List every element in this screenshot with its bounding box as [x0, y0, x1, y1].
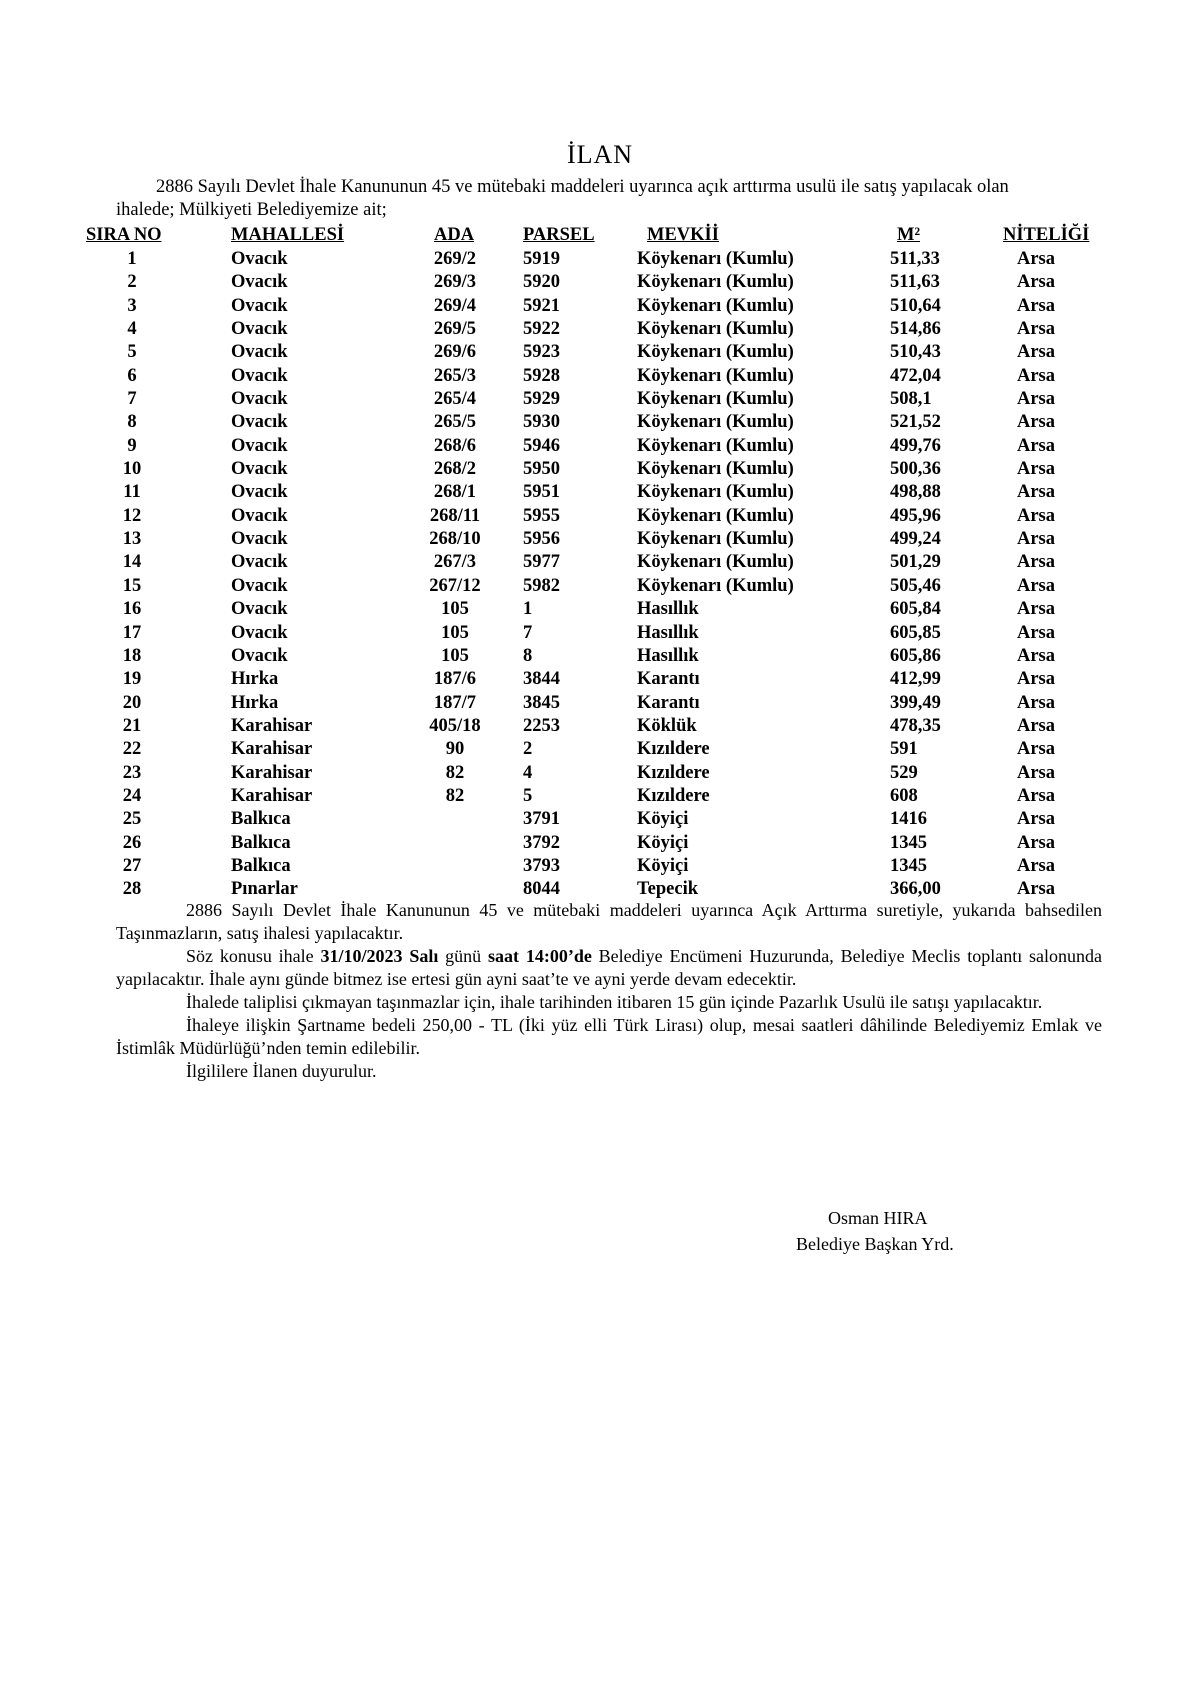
cell-m2: 511,63 — [890, 272, 940, 293]
cell-sira-no: 1 — [127, 249, 137, 269]
cell-sira-no: 6 — [127, 365, 137, 386]
header-ada: ADA — [434, 225, 475, 245]
cell-niteligi: Arsa — [1016, 692, 1056, 713]
intro-paragraph — [116, 176, 1102, 222]
cell-mevkii: Köykenarı (Kumlu) — [637, 482, 794, 503]
cell-m2: 499,24 — [890, 529, 941, 550]
cell-niteligi: Arsa — [1016, 645, 1056, 666]
cell-sira-no: 21 — [122, 715, 142, 736]
cell-sira-no: 16 — [122, 599, 142, 620]
cell-mahallesi: Karahisar — [231, 785, 313, 806]
cell-sira-no: 15 — [122, 575, 142, 596]
cell-ada: 269/2 — [433, 249, 477, 269]
cell-m2: 1345 — [890, 855, 927, 876]
cell-parsel: 5922 — [523, 319, 560, 340]
cell-niteligi: Arsa — [1016, 599, 1056, 620]
cell-ada: 82 — [445, 785, 465, 806]
table-row — [0, 762, 1200, 785]
cell-ada: 187/7 — [433, 692, 477, 713]
cell-niteligi: Arsa — [1016, 552, 1056, 573]
header-sira-no: SIRA NO — [86, 225, 162, 245]
cell-mahallesi: Ovacık — [231, 622, 288, 643]
cell-niteligi: Arsa — [1016, 785, 1056, 806]
tender-date: 31/10/2023 Salı — [320, 946, 439, 966]
cell-parsel: 5977 — [523, 552, 560, 573]
cell-parsel: 1 — [523, 599, 533, 620]
parcel-table — [0, 224, 1200, 902]
cell-mahallesi: Ovacık — [231, 435, 288, 456]
cell-mevkii: Köykenarı (Kumlu) — [637, 529, 794, 550]
cell-m2: 508,1 — [890, 389, 932, 410]
cell-sira-no: 22 — [122, 739, 142, 760]
table-row — [0, 528, 1200, 551]
cell-parsel: 5920 — [523, 272, 560, 293]
cell-parsel: 3793 — [523, 855, 560, 876]
cell-ada: 268/6 — [433, 435, 477, 456]
cell-mevkii: Köykenarı (Kumlu) — [637, 319, 794, 340]
intro-line-1: 2886 Sayılı Devlet İhale Kanununun 45 ve mütebaki maddeleri uyarınca açık arttırma usulü ile satış yapılacak olan — [156, 177, 1009, 197]
cell-sira-no: 26 — [122, 832, 142, 853]
cell-parsel: 4 — [523, 762, 533, 783]
cell-parsel: 3844 — [523, 669, 560, 690]
table-row — [0, 341, 1200, 364]
cell-sira-no: 13 — [122, 529, 142, 550]
document-title: İLAN — [566, 140, 634, 169]
cell-parsel: 5956 — [523, 529, 560, 550]
cell-ada: 105 — [441, 622, 469, 643]
cell-mevkii: Kızıldere — [637, 785, 710, 806]
cell-mevkii: Köykenarı (Kumlu) — [637, 342, 794, 363]
cell-m2: 510,43 — [890, 342, 941, 363]
cell-sira-no: 11 — [123, 482, 141, 503]
table-row — [0, 295, 1200, 318]
header-niteligi: NİTELİĞİ — [1003, 225, 1090, 245]
tender-date-prefix: Söz konusu ihale — [186, 946, 321, 966]
cell-m2: 478,35 — [890, 715, 941, 736]
cell-parsel: 8 — [523, 645, 533, 666]
cell-sira-no: 27 — [122, 855, 142, 876]
cell-sira-no: 14 — [122, 552, 142, 573]
table-row — [0, 668, 1200, 691]
cell-niteligi: Arsa — [1016, 435, 1056, 456]
cell-sira-no: 4 — [127, 319, 137, 340]
table-header-row — [0, 224, 1200, 248]
table-row — [0, 785, 1200, 808]
signatory-title: Belediye Başkan Yrd. — [796, 1234, 954, 1254]
cell-mevkii: Köykenarı (Kumlu) — [637, 412, 794, 433]
cell-ada: 268/2 — [433, 459, 477, 480]
cell-m2: 514,86 — [890, 319, 941, 340]
cell-mahallesi: Ovacık — [231, 249, 288, 269]
cell-niteligi: Arsa — [1016, 459, 1056, 480]
header-mevkii: MEVKİİ — [647, 225, 719, 245]
cell-ada: 265/5 — [433, 412, 477, 433]
tender-date-mid: günü — [438, 946, 489, 966]
cell-parsel: 5946 — [523, 435, 560, 456]
cell-niteligi: Arsa — [1016, 505, 1056, 526]
cell-ada: 82 — [445, 762, 465, 783]
cell-niteligi: Arsa — [1016, 319, 1056, 340]
cell-sira-no: 10 — [122, 459, 142, 480]
table-body — [0, 248, 1200, 902]
paragraph-negotiation: İhalede taliplisi çıkmayan taşınmazlar için, ihale tarihinden itibaren 15 gün içinde Pazarlık Usulü ile satışı yapılacaktır. — [186, 992, 1043, 1012]
cell-niteligi: Arsa — [1016, 482, 1056, 503]
cell-m2: 605,86 — [890, 645, 941, 666]
cell-mahallesi: Ovacık — [231, 412, 288, 433]
cell-sira-no: 20 — [122, 692, 142, 713]
cell-sira-no: 24 — [122, 785, 142, 806]
table-row — [0, 738, 1200, 761]
cell-mevkii: Köykenarı (Kumlu) — [637, 365, 794, 386]
cell-m2: 608 — [890, 785, 918, 806]
table-row — [0, 481, 1200, 504]
cell-mevkii: Köykenarı (Kumlu) — [637, 552, 794, 573]
cell-mevkii: Köykenarı (Kumlu) — [637, 505, 794, 526]
cell-ada: 269/6 — [433, 342, 477, 363]
cell-niteligi: Arsa — [1016, 809, 1056, 830]
cell-mahallesi: Hırka — [231, 669, 279, 690]
cell-sira-no: 7 — [127, 389, 137, 410]
cell-niteligi: Arsa — [1016, 389, 1056, 410]
table-row — [0, 645, 1200, 668]
cell-m2: 1416 — [890, 809, 927, 830]
cell-mevkii: Köyiçi — [637, 809, 689, 830]
cell-mahallesi: Ovacık — [231, 365, 288, 386]
cell-m2: 510,64 — [890, 295, 941, 316]
cell-m2: 499,76 — [890, 435, 941, 456]
header-mahallesi: MAHALLESİ — [231, 225, 345, 245]
table-row — [0, 248, 1200, 271]
cell-mevkii: Kızıldere — [637, 762, 710, 783]
cell-ada: 268/11 — [429, 505, 481, 526]
cell-mevkii: Hasıllık — [637, 622, 699, 643]
cell-mahallesi: Pınarlar — [231, 879, 298, 900]
cell-ada: 269/4 — [433, 295, 477, 316]
paragraph-tender-basis: 2886 Sayılı Devlet İhale Kanununun 45 ve mütebaki maddeleri uyarınca Açık Arttırma suretiyle, yukarıda bahsedilen Taşınmazların, satış ihalesi yapılacaktır. — [116, 900, 1102, 943]
cell-m2: 472,04 — [890, 365, 941, 386]
cell-sira-no: 25 — [122, 809, 142, 830]
cell-parsel: 3791 — [523, 809, 560, 830]
cell-mevkii: Köykenarı (Kumlu) — [637, 295, 794, 316]
cell-sira-no: 8 — [127, 412, 137, 433]
cell-mahallesi: Karahisar — [231, 762, 313, 783]
intro-line-2: ihalede; Mülkiyeti Belediyemize ait; — [116, 200, 387, 220]
cell-parsel: 5921 — [523, 295, 560, 316]
signature-block — [796, 1205, 954, 1257]
cell-niteligi: Arsa — [1016, 575, 1056, 596]
cell-niteligi: Arsa — [1016, 529, 1056, 550]
cell-ada: 265/4 — [433, 389, 477, 410]
cell-mevkii: Hasıllık — [637, 645, 699, 666]
cell-niteligi: Arsa — [1016, 622, 1056, 643]
cell-m2: 495,96 — [890, 505, 941, 526]
cell-mahallesi: Ovacık — [231, 599, 288, 620]
cell-mevkii: Köykenarı (Kumlu) — [637, 459, 794, 480]
cell-niteligi: Arsa — [1016, 342, 1056, 363]
cell-mahallesi: Karahisar — [231, 739, 313, 760]
cell-parsel: 5951 — [523, 482, 560, 503]
cell-ada: 90 — [445, 739, 465, 760]
cell-mahallesi: Ovacık — [231, 272, 288, 293]
cell-parsel: 3845 — [523, 692, 560, 713]
paragraph-specification-fee: İhaleye ilişkin Şartname bedeli 250,00 - TL (İki yüz elli Türk Lirası) olup, mesai saatleri dâhilinde Belediyemiz Emlak ve İstimlâk Müdürlüğü’nden temin edilebilir. — [116, 1015, 1102, 1058]
cell-parsel: 8044 — [523, 879, 560, 900]
cell-sira-no: 12 — [122, 505, 142, 526]
cell-mahallesi: Ovacık — [231, 529, 288, 550]
cell-m2: 501,29 — [890, 552, 941, 573]
cell-sira-no: 5 — [127, 342, 137, 363]
cell-parsel: 5928 — [523, 365, 560, 386]
cell-mahallesi: Karahisar — [231, 715, 313, 736]
cell-ada: 405/18 — [429, 715, 481, 736]
table-row — [0, 505, 1200, 528]
cell-mahallesi: Balkıca — [231, 832, 291, 853]
cell-parsel: 5950 — [523, 459, 560, 480]
cell-mevkii: Köykenarı (Kumlu) — [637, 435, 794, 456]
cell-niteligi: Arsa — [1016, 412, 1056, 433]
cell-sira-no: 18 — [122, 645, 142, 666]
cell-sira-no: 17 — [122, 622, 142, 643]
cell-sira-no: 9 — [127, 435, 137, 456]
cell-m2: 605,85 — [890, 622, 941, 643]
table-row — [0, 435, 1200, 458]
announcement-body — [116, 899, 1102, 1083]
table-row — [0, 808, 1200, 831]
cell-niteligi: Arsa — [1016, 739, 1056, 760]
tender-location: Belediye Encümeni Huzurunda, Belediye Meclis toplantı salonunda yapılacaktır. İhale aynı günde bitmez ise ertesi gün ayni saat’te ve ayni yerde devam edecektir. — [116, 946, 1103, 989]
cell-m2: 1345 — [890, 832, 927, 853]
cell-ada: 268/10 — [429, 529, 481, 550]
cell-parsel: 5919 — [523, 249, 560, 269]
cell-m2: 500,36 — [890, 459, 941, 480]
table-row — [0, 855, 1200, 878]
cell-mevkii: Köykenarı (Kumlu) — [637, 249, 794, 269]
cell-parsel: 5930 — [523, 412, 560, 433]
cell-sira-no: 28 — [122, 879, 142, 900]
cell-mevkii: Tepecik — [637, 879, 698, 900]
cell-m2: 605,84 — [890, 599, 941, 620]
cell-niteligi: Arsa — [1016, 249, 1056, 269]
cell-ada: 265/3 — [433, 365, 477, 386]
table-row — [0, 365, 1200, 388]
cell-m2: 529 — [890, 762, 918, 783]
cell-mahallesi: Ovacık — [231, 645, 288, 666]
table-row — [0, 271, 1200, 294]
cell-mevkii: Köykenarı (Kumlu) — [637, 575, 794, 596]
cell-ada: 269/3 — [433, 272, 477, 293]
cell-sira-no: 19 — [122, 669, 142, 690]
table-row — [0, 458, 1200, 481]
cell-ada: 267/3 — [433, 552, 477, 573]
table-row — [0, 318, 1200, 341]
table-row — [0, 388, 1200, 411]
cell-mahallesi: Balkıca — [231, 855, 291, 876]
table-row — [0, 551, 1200, 574]
cell-mevkii: Köykenarı (Kumlu) — [637, 272, 794, 293]
cell-niteligi: Arsa — [1016, 762, 1056, 783]
cell-mevkii: Köyiçi — [637, 855, 689, 876]
table-row — [0, 575, 1200, 598]
cell-niteligi: Arsa — [1016, 855, 1056, 876]
cell-mevkii: Köyiçi — [637, 832, 689, 853]
cell-ada: 105 — [441, 645, 469, 666]
cell-parsel: 5982 — [523, 575, 560, 596]
cell-m2: 591 — [890, 739, 918, 760]
cell-mahallesi: Ovacık — [231, 319, 288, 340]
cell-sira-no: 23 — [122, 762, 142, 783]
cell-mevkii: Karantı — [637, 669, 700, 690]
cell-mevkii: Köykenarı (Kumlu) — [637, 389, 794, 410]
cell-niteligi: Arsa — [1016, 295, 1056, 316]
cell-mahallesi: Ovacık — [231, 482, 288, 503]
cell-mahallesi: Balkıca — [231, 809, 291, 830]
header-parsel: PARSEL — [523, 225, 595, 245]
cell-parsel: 5955 — [523, 505, 560, 526]
cell-ada: 269/5 — [433, 319, 477, 340]
table-row — [0, 715, 1200, 738]
cell-m2: 498,88 — [890, 482, 941, 503]
cell-ada: 105 — [441, 599, 469, 620]
cell-mevkii: Karantı — [637, 692, 700, 713]
cell-mahallesi: Hırka — [231, 692, 279, 713]
cell-mahallesi: Ovacık — [231, 342, 288, 363]
cell-mevkii: Kızıldere — [637, 739, 710, 760]
header-m2: M² — [897, 225, 921, 245]
cell-sira-no: 2 — [127, 272, 137, 293]
cell-niteligi: Arsa — [1016, 832, 1056, 853]
cell-m2: 505,46 — [890, 575, 941, 596]
paragraph-tender-date — [116, 945, 1102, 991]
cell-m2: 412,99 — [890, 669, 941, 690]
table-row — [0, 411, 1200, 434]
cell-m2: 521,52 — [890, 412, 941, 433]
cell-m2: 366,00 — [890, 879, 941, 900]
cell-parsel: 3792 — [523, 832, 560, 853]
cell-mahallesi: Ovacık — [231, 575, 288, 596]
cell-m2: 511,33 — [890, 249, 940, 269]
cell-mahallesi: Ovacık — [231, 389, 288, 410]
table-row — [0, 692, 1200, 715]
cell-niteligi: Arsa — [1016, 669, 1056, 690]
cell-parsel: 5929 — [523, 389, 560, 410]
table-row — [0, 622, 1200, 645]
tender-time: saat 14:00’de — [488, 946, 592, 966]
table-row — [0, 598, 1200, 621]
cell-niteligi: Arsa — [1016, 879, 1056, 900]
cell-parsel: 5923 — [523, 342, 560, 363]
cell-mahallesi: Ovacık — [231, 459, 288, 480]
cell-mahallesi: Ovacık — [231, 552, 288, 573]
cell-sira-no: 3 — [127, 295, 137, 316]
cell-mevkii: Köklük — [637, 715, 697, 736]
cell-mahallesi: Ovacık — [231, 295, 288, 316]
table-row — [0, 832, 1200, 855]
paragraph-closing: İlgililere İlanen duyurulur. — [186, 1061, 377, 1081]
signatory-name: Osman HIRA — [828, 1208, 928, 1228]
cell-mahallesi: Ovacık — [231, 505, 288, 526]
cell-niteligi: Arsa — [1016, 365, 1056, 386]
cell-parsel: 7 — [523, 622, 533, 643]
cell-niteligi: Arsa — [1016, 715, 1056, 736]
cell-parsel: 2253 — [523, 715, 560, 736]
cell-ada: 267/12 — [429, 575, 481, 596]
cell-m2: 399,49 — [890, 692, 941, 713]
cell-ada: 187/6 — [433, 669, 477, 690]
cell-parsel: 2 — [523, 739, 533, 760]
cell-mevkii: Hasıllık — [637, 599, 699, 620]
cell-niteligi: Arsa — [1016, 272, 1056, 293]
cell-parsel: 5 — [523, 785, 533, 806]
cell-ada: 268/1 — [433, 482, 477, 503]
